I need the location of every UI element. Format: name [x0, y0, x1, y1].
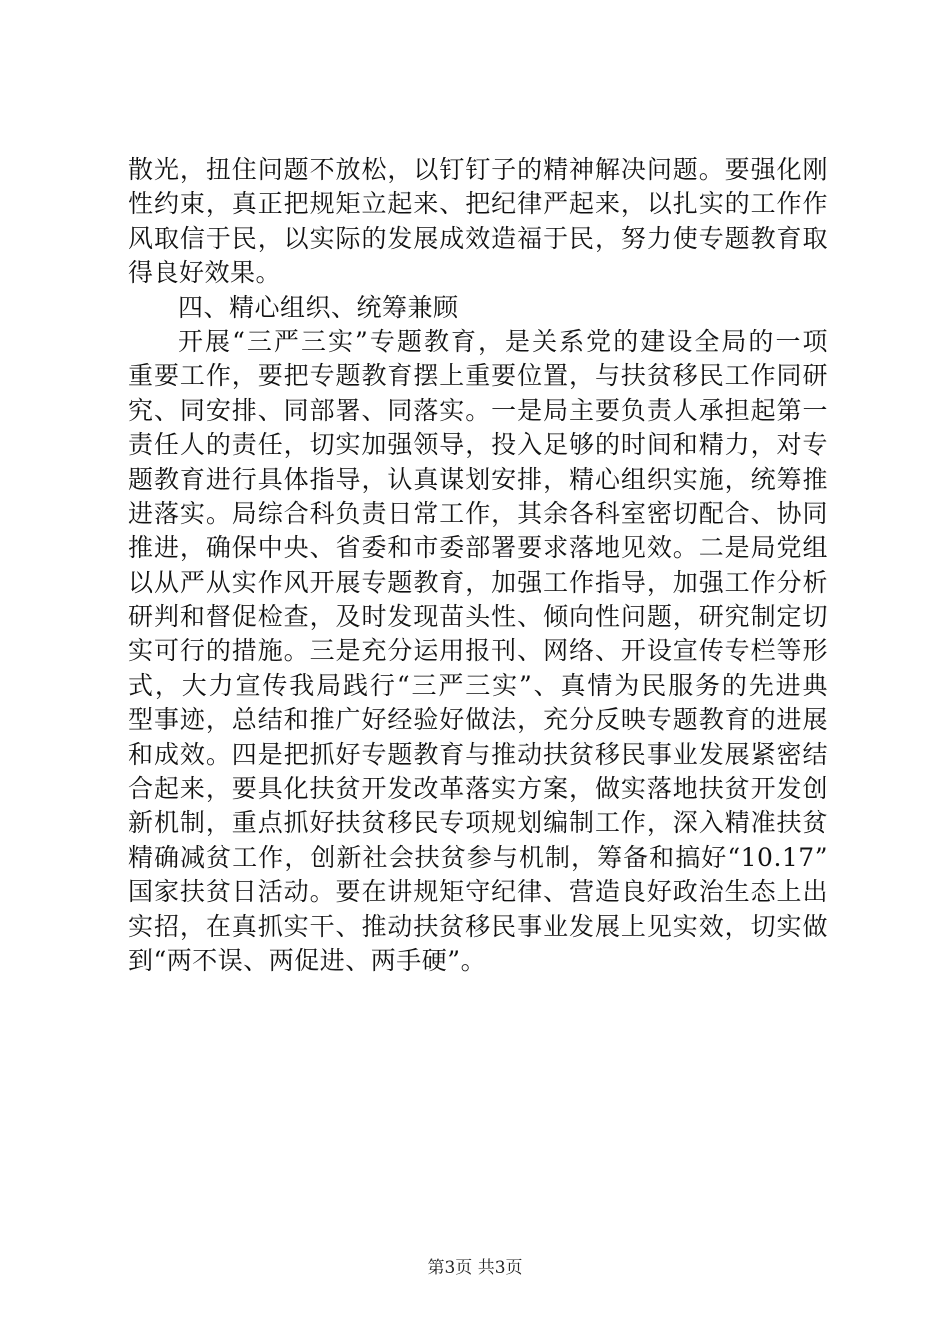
text-line: 合起来，要具化扶贫开发改革落实方案，做实落地扶贫开发创	[128, 774, 828, 804]
text-line: 以从严从实作风开展专题教育，加强工作指导，加强工作分析	[128, 567, 828, 597]
text-line: 到“两不误、两促进、两手硬”。	[128, 945, 487, 975]
text-line: 式，大力宣传我局践行“三严三实”、真情为民服务的先进典	[128, 670, 828, 700]
section-heading: 四、精心组织、统筹兼顾	[178, 292, 459, 322]
text-line: 推进，确保中央、省委和市委部署要求落地见效。二是局党组	[128, 533, 828, 563]
body-text	[128, 153, 828, 978]
text-line: 题教育进行具体指导，认真谋划安排，精心组织实施，统筹推	[128, 464, 828, 494]
text-line: 型事迹，总结和推广好经验好做法，充分反映专题教育的进展	[128, 705, 828, 735]
page-number-footer: 第3页 共3页	[427, 1258, 523, 1278]
text-line: 国家扶贫日活动。要在讲规矩守纪律、营造良好政治生态上出	[128, 877, 828, 907]
text-line: 风取信于民，以实际的发展成效造福于民，努力使专题教育取	[128, 223, 828, 253]
text-line: 进落实。局综合科负责日常工作，其余各科室密切配合、协同	[128, 498, 828, 528]
text-line: 重要工作，要把专题教育摆上重要位置，与扶贫移民工作同研	[128, 361, 828, 391]
text-line: 究、同安排、同部署、同落实。一是局主要负责人承担起第一	[128, 395, 828, 425]
text-line: 和成效。四是把抓好专题教育与推动扶贫移民事业发展紧密结	[128, 739, 828, 769]
text-line: 性约束，真正把规矩立起来、把纪律严起来，以扎实的工作作	[128, 189, 828, 219]
text-line: 实可行的措施。三是充分运用报刊、网络、开设宣传专栏等形	[128, 636, 828, 666]
text-line: 散光，扭住问题不放松，以钉钉子的精神解决问题。要强化刚	[128, 155, 828, 184]
text-line: 新机制，重点抓好扶贫移民专项规划编制工作，深入精准扶贫	[128, 808, 828, 838]
text-line: 精确减贫工作，创新社会扶贫参与机制，筹备和搞好“10.17”	[128, 842, 828, 872]
text-line: 责任人的责任，切实加强领导，投入足够的时间和精力，对专	[128, 430, 828, 460]
text-line: 开展“三严三实”专题教育，是关系党的建设全局的一项	[178, 326, 828, 356]
text-line: 实招，在真抓实干、推动扶贫移民事业发展上见实效，切实做	[128, 911, 828, 941]
text-line: 研判和督促检查，及时发现苗头性、倾向性问题，研究制定切	[128, 602, 828, 632]
text-line: 得良好效果。	[128, 258, 282, 288]
